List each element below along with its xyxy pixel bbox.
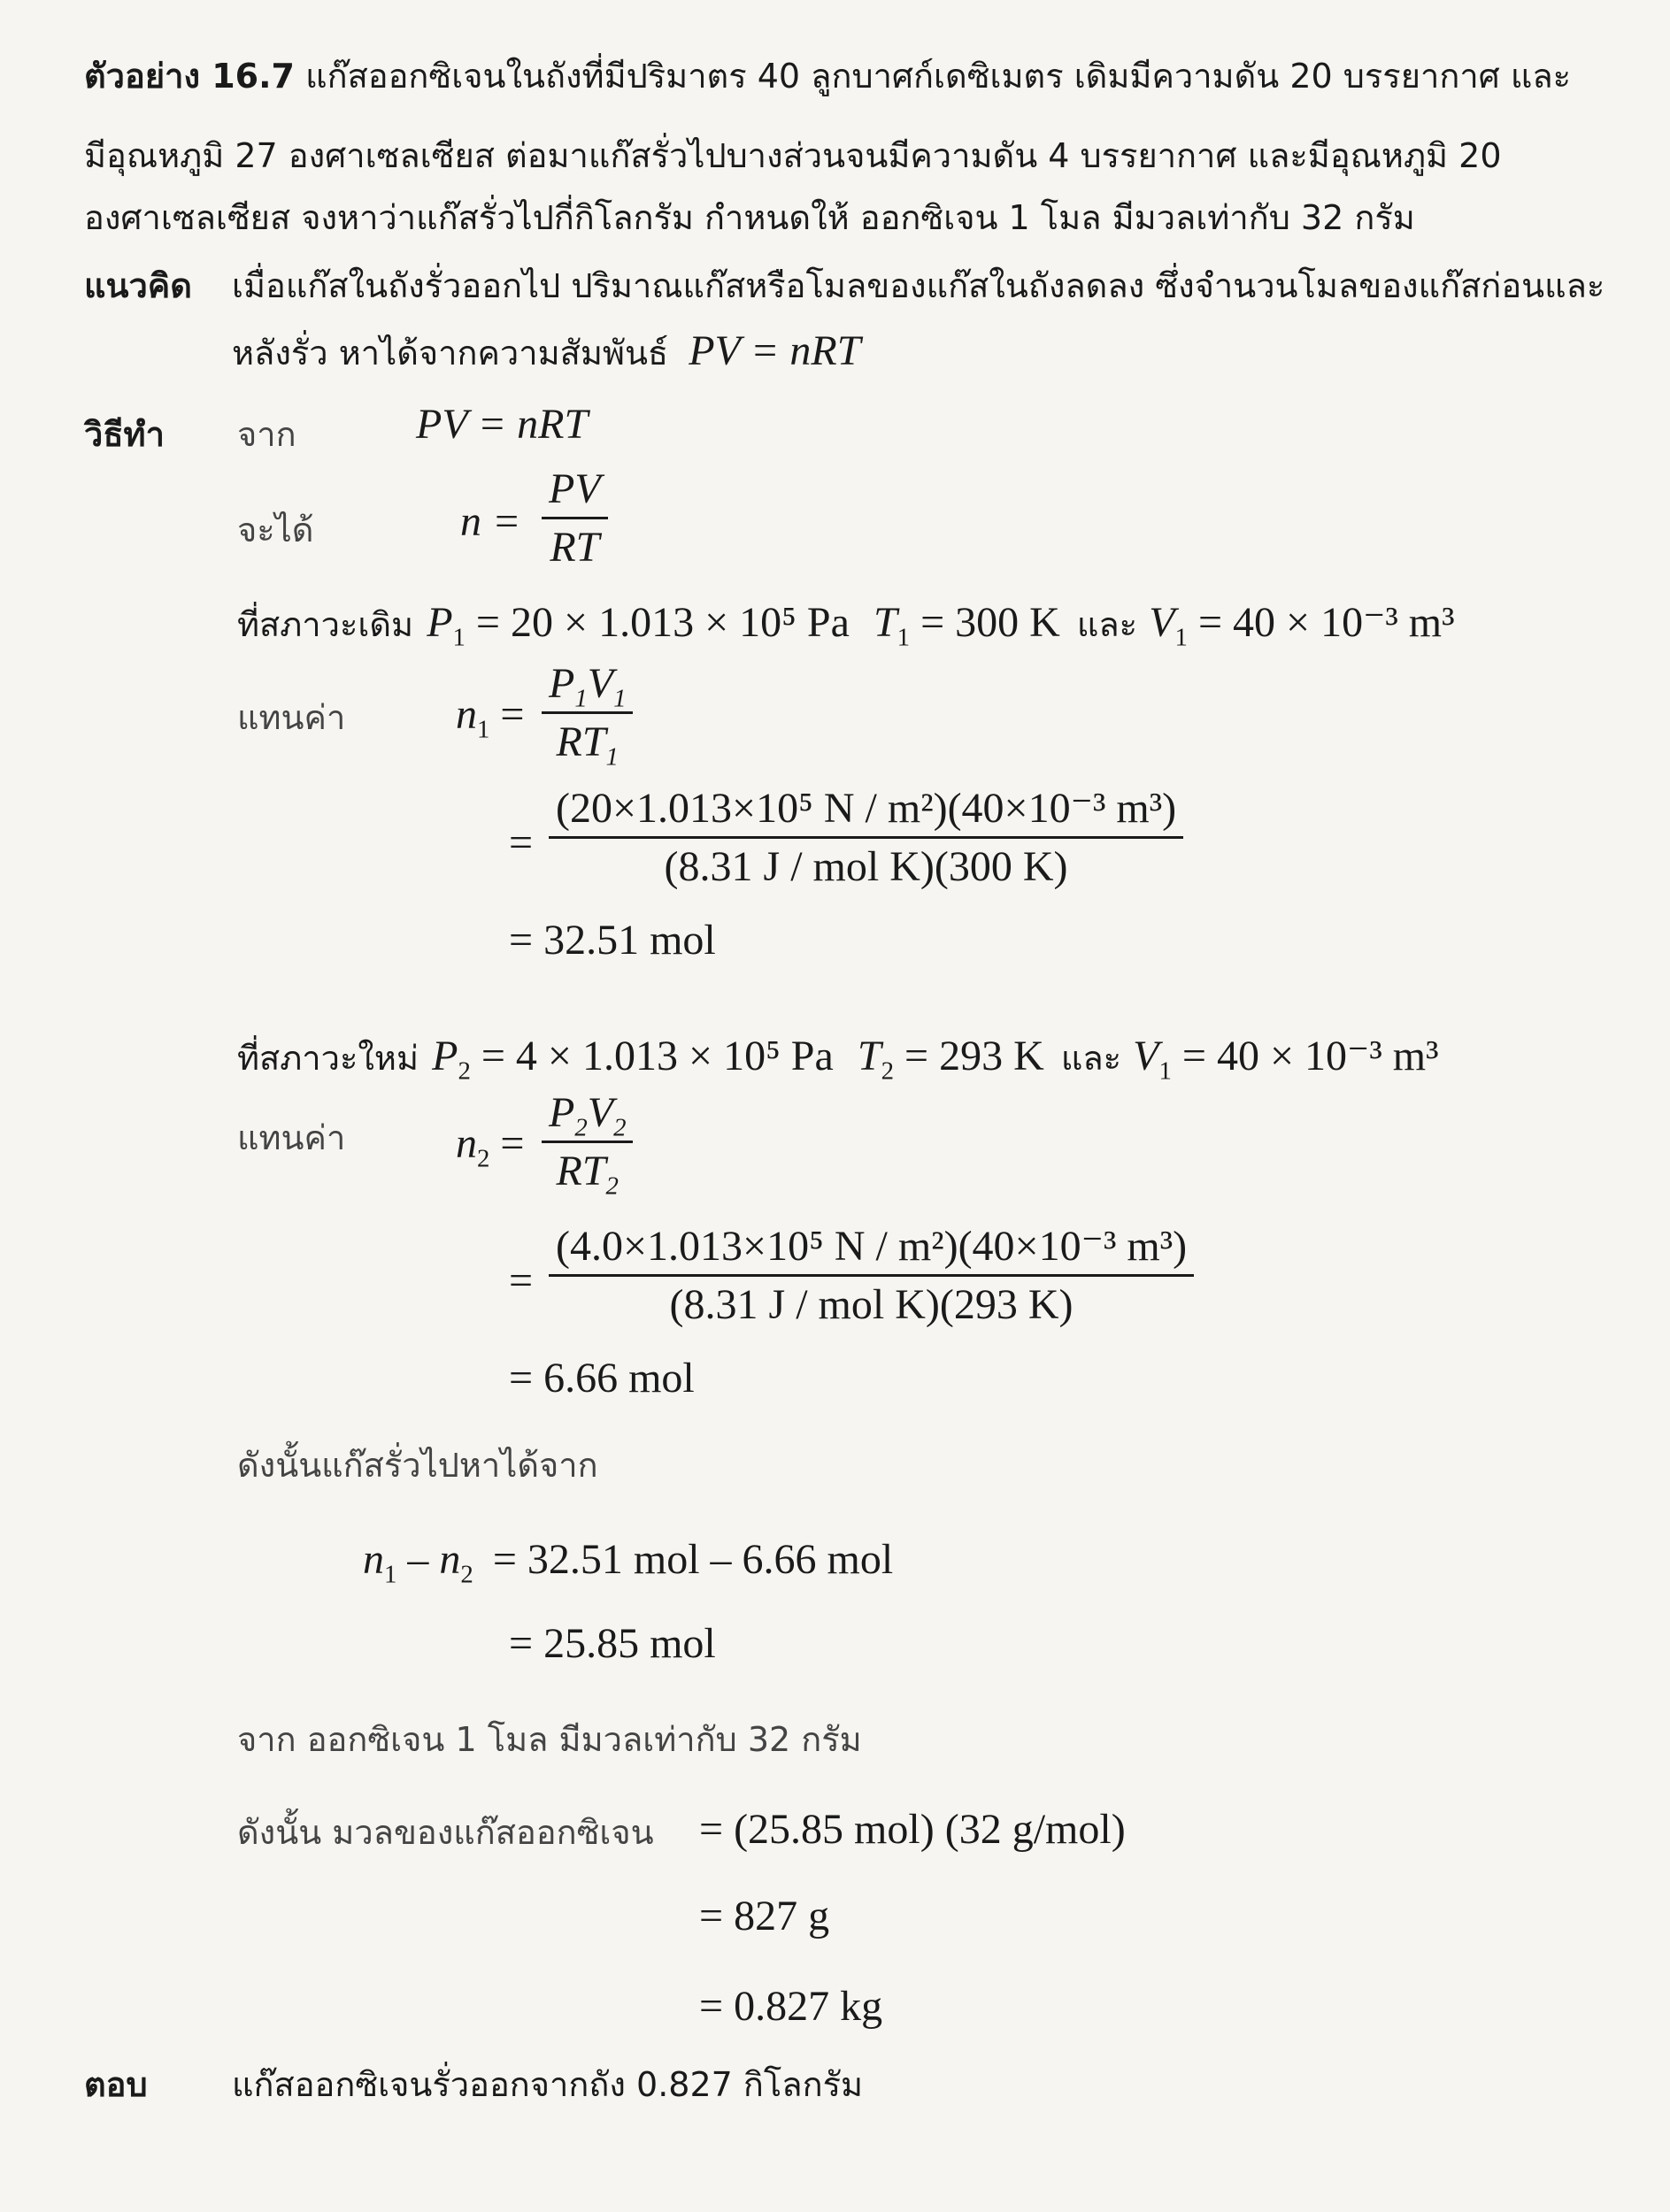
n1-lhs: $n_1$ = — [456, 691, 525, 744]
mass-equation: = (25.85 mol) (32 g/mol) — [699, 1806, 1126, 1853]
eq-n-fraction: $\frac{PV}{RT}$ — [542, 465, 608, 572]
n2-lhs: $n_2$ = — [456, 1120, 525, 1173]
leak-result: = 25.85 mol — [509, 1620, 716, 1667]
get-label: จะได้ — [237, 511, 314, 549]
problem-line-2: มีอุณหภูมิ 27 องศาเซลเซียส ต่อมาแก๊สรั่วไปบางส่วนจนมีความดัน 4 บรรยากาศ และมีอุณหภูมิ 20 — [84, 136, 1502, 175]
from-label: จาก — [237, 415, 296, 454]
concept-label: แนวคิด — [84, 266, 192, 305]
initial-state-line: ที่สภาวะเดิม $P_1 = 20 \times 1.013 \times 10^5$ Pa $T_1 = 300$ K และ $V_1 = 40 \times 10^{-3}$ m³ — [237, 599, 1455, 652]
n1-equals: = — [509, 819, 534, 866]
substitute-label-1: แทนค่า — [237, 698, 346, 737]
n2-symbolic-fraction: $\frac{P_2V_2}{RT_2}$ — [542, 1088, 633, 1195]
n1-symbolic-fraction: $\frac{P_1V_1}{RT_1}$ — [542, 659, 633, 766]
problem-line-1: ตัวอย่าง 16.7 แก๊สออกซิเจนในถังที่มีปริมาตร 40 ลูกบาศก์เดซิเมตร เดิมมีความดัน 20 บรรยากาศ และ — [84, 57, 1572, 96]
concept-line-2: หลังรั่ว หาได้จากความสัมพันธ์ PV = nRT — [232, 327, 861, 374]
mass-label: ดังนั้น มวลของแก๊สออกซิเจน — [237, 1813, 654, 1852]
answer-label: ตอบ — [84, 2065, 148, 2104]
leak-difference: $n_1 - n_2 = 32.51$ mol – 6.66 mol — [363, 1536, 894, 1589]
eq-n-lhs: n = — [460, 498, 521, 545]
n2-result: = 6.66 mol — [509, 1355, 695, 1402]
concept-line-1: เมื่อแก๊สในถังรั่วออกไป ปริมาณแก๊สหรือโมลของแก๊สในถังลดลง ซึ่งจำนวนโมลของแก๊สก่อนและ — [232, 266, 1605, 305]
new-state-line: ที่สภาวะใหม่ $P_2 = 4 \times 1.013 \times 10^5$ Pa $T_2 = 293$ K และ $V_1 = 40 \times 10^{-3}$ m³ — [237, 1033, 1439, 1086]
n1-numeric-fraction: (20×1.013×10⁵ N / m²)(40×10⁻³ m³) (8.31 J / mol K)(300 K) — [549, 783, 1183, 891]
example-title: ตัวอย่าง 16.7 — [84, 57, 295, 96]
mass-kilograms: = 0.827 kg — [699, 1983, 883, 2030]
solution-label: วิธีทำ — [84, 415, 165, 454]
mass-intro: จาก ออกซิเจน 1 โมล มีมวลเท่ากับ 32 กรัม — [237, 1720, 862, 1759]
problem-line-3: องศาเซลเซียส จงหาว่าแก๊สรั่วไปกี่กิโลกรัม กำหนดให้ ออกซิเจน 1 โมล มีมวลเท่ากับ 32 กรัม — [84, 198, 1415, 237]
leak-intro: ดังนั้นแก๊สรั่วไปหาได้จาก — [237, 1446, 598, 1485]
eq-pv-nrt: PV = nRT — [416, 401, 589, 448]
n1-result: = 32.51 mol — [509, 917, 716, 964]
substitute-label-2: แทนค่า — [237, 1118, 346, 1157]
answer-text: แก๊สออกซิเจนรั่วออกจากถัง 0.827 กิโลกรัม — [232, 2065, 864, 2104]
n2-equals: = — [509, 1257, 534, 1304]
mass-grams: = 827 g — [699, 1893, 830, 1939]
concept-formula: PV = nRT — [689, 327, 861, 374]
n2-numeric-fraction: (4.0×1.013×10⁵ N / m²)(40×10⁻³ m³) (8.31 J / mol K)(293 K) — [549, 1221, 1194, 1329]
